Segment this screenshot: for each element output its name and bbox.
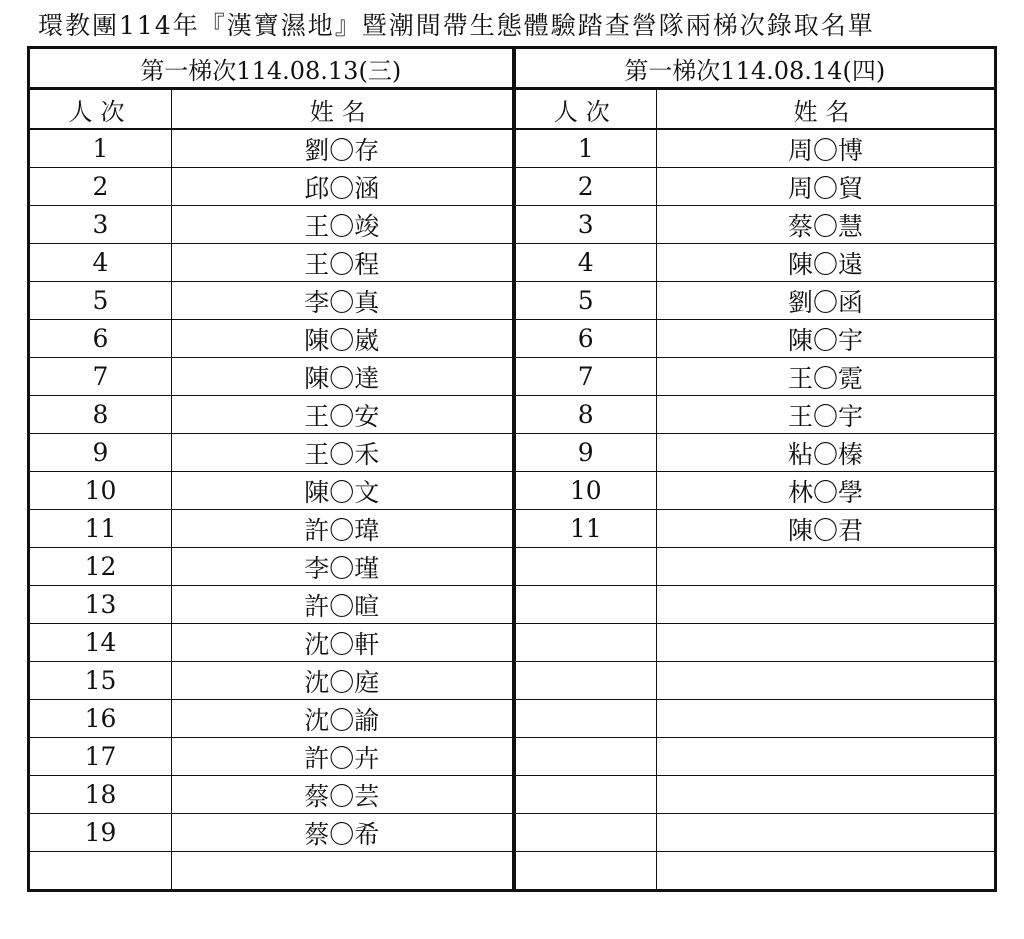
batch1-name-cell: 沈〇諭: [172, 700, 514, 738]
batch1-no-cell: 3: [29, 206, 172, 244]
batch1-name-cell: 許〇卉: [172, 738, 514, 776]
table-row: [29, 738, 996, 776]
table-row: [29, 244, 996, 282]
table-row: [29, 434, 996, 472]
batch-header-row: [29, 48, 996, 89]
batch2-no-cell: [514, 624, 657, 662]
batch1-no-cell: 18: [29, 776, 172, 814]
batch2-no-cell: [514, 662, 657, 700]
batch2-no-cell: 7: [514, 358, 657, 396]
batch1-name-cell: 王〇安: [172, 396, 514, 434]
table-row: [29, 472, 996, 510]
batch2-name-cell: 王〇霓: [657, 358, 996, 396]
table-row: [29, 510, 996, 548]
batch1-name-cell: 李〇瑾: [172, 548, 514, 586]
batch2-no-cell: 4: [514, 244, 657, 282]
batch1-name-cell: 李〇真: [172, 282, 514, 320]
batch1-no-cell: 10: [29, 472, 172, 510]
batch1-no-cell: 15: [29, 662, 172, 700]
batch2-no-cell: 2: [514, 168, 657, 206]
batch1-name-cell: 王〇禾: [172, 434, 514, 472]
table-row: [29, 129, 996, 168]
batch1-name-cell: 王〇竣: [172, 206, 514, 244]
batch1-name-cell: 邱〇涵: [172, 168, 514, 206]
batch1-col-name: 姓名: [172, 89, 514, 130]
batch1-name-cell: 沈〇庭: [172, 662, 514, 700]
table-row: [29, 320, 996, 358]
batch2-name-cell: 蔡〇慧: [657, 206, 996, 244]
batch2-name-cell: [657, 852, 996, 891]
batch2-no-cell: [514, 776, 657, 814]
batch1-no-cell: 6: [29, 320, 172, 358]
document-title: 環教團114年『漢寶濕地』暨潮間帶生態體驗踏查營隊兩梯次錄取名單: [38, 11, 875, 40]
batch2-no-cell: [514, 852, 657, 891]
batch2-no-cell: 11: [514, 510, 657, 548]
column-header-row: [29, 89, 996, 130]
batch2-no-cell: 9: [514, 434, 657, 472]
table-row: [29, 700, 996, 738]
table-row: [29, 548, 996, 586]
table-row: [29, 662, 996, 700]
batch1-no-cell: 7: [29, 358, 172, 396]
batch2-name-cell: 周〇貿: [657, 168, 996, 206]
batch2-name-cell: 周〇博: [657, 129, 996, 168]
batch1-name-cell: 陳〇文: [172, 472, 514, 510]
batch1-no-cell: 19: [29, 814, 172, 852]
table-row: [29, 206, 996, 244]
batch2-no-cell: [514, 548, 657, 586]
batch1-no-cell: 12: [29, 548, 172, 586]
batch2-name-cell: [657, 738, 996, 776]
batch1-name-cell: 陳〇達: [172, 358, 514, 396]
batch2-header: 第一梯次114.08.14(四): [514, 48, 996, 89]
batch2-name-cell: 陳〇宇: [657, 320, 996, 358]
batch2-name-cell: [657, 548, 996, 586]
batch2-name-cell: [657, 586, 996, 624]
table-row: [29, 814, 996, 852]
batch2-no-cell: 1: [514, 129, 657, 168]
batch2-no-cell: [514, 738, 657, 776]
batch2-no-cell: 10: [514, 472, 657, 510]
batch2-name-cell: 粘〇榛: [657, 434, 996, 472]
batch1-no-cell: 8: [29, 396, 172, 434]
batch1-name-cell: [172, 852, 514, 891]
batch1-no-cell: 16: [29, 700, 172, 738]
batch1-no-cell: 11: [29, 510, 172, 548]
batch2-no-cell: [514, 700, 657, 738]
batch2-name-cell: 陳〇君: [657, 510, 996, 548]
batch2-name-cell: 王〇宇: [657, 396, 996, 434]
batch2-no-cell: 3: [514, 206, 657, 244]
batch2-no-cell: 5: [514, 282, 657, 320]
batch2-no-cell: 8: [514, 396, 657, 434]
batch2-name-cell: [657, 814, 996, 852]
batch1-no-cell: 9: [29, 434, 172, 472]
batch1-no-cell: 14: [29, 624, 172, 662]
batch1-col-no: 人次: [29, 89, 172, 130]
batch2-no-cell: [514, 814, 657, 852]
batch1-name-cell: 許〇瑋: [172, 510, 514, 548]
batch2-name-cell: [657, 662, 996, 700]
table-row: [29, 396, 996, 434]
table-row: [29, 282, 996, 320]
roster-table: [27, 46, 997, 892]
batch2-name-cell: [657, 776, 996, 814]
table-row: [29, 776, 996, 814]
batch1-header: 第一梯次114.08.13(三): [29, 48, 514, 89]
table-row: [29, 168, 996, 206]
batch1-name-cell: 蔡〇芸: [172, 776, 514, 814]
batch1-no-cell: [29, 852, 172, 891]
batch2-col-no: 人次: [514, 89, 657, 130]
batch2-no-cell: 6: [514, 320, 657, 358]
batch1-name-cell: 王〇程: [172, 244, 514, 282]
batch2-name-cell: 林〇學: [657, 472, 996, 510]
batch2-name-cell: 陳〇遠: [657, 244, 996, 282]
batch1-name-cell: 許〇暄: [172, 586, 514, 624]
roster-rows: [29, 129, 996, 891]
table-row: [29, 852, 996, 891]
batch1-no-cell: 13: [29, 586, 172, 624]
batch1-name-cell: 陳〇崴: [172, 320, 514, 358]
batch1-no-cell: 4: [29, 244, 172, 282]
table-row: [29, 586, 996, 624]
batch2-no-cell: [514, 586, 657, 624]
batch1-no-cell: 2: [29, 168, 172, 206]
batch1-no-cell: 17: [29, 738, 172, 776]
batch2-name-cell: 劉〇函: [657, 282, 996, 320]
batch1-name-cell: 蔡〇希: [172, 814, 514, 852]
batch1-no-cell: 1: [29, 129, 172, 168]
batch2-name-cell: [657, 700, 996, 738]
batch1-no-cell: 5: [29, 282, 172, 320]
batch2-col-name: 姓名: [657, 89, 996, 130]
table-row: [29, 624, 996, 662]
batch2-name-cell: [657, 624, 996, 662]
table-row: [29, 358, 996, 396]
batch1-name-cell: 劉〇存: [172, 129, 514, 168]
batch1-name-cell: 沈〇軒: [172, 624, 514, 662]
